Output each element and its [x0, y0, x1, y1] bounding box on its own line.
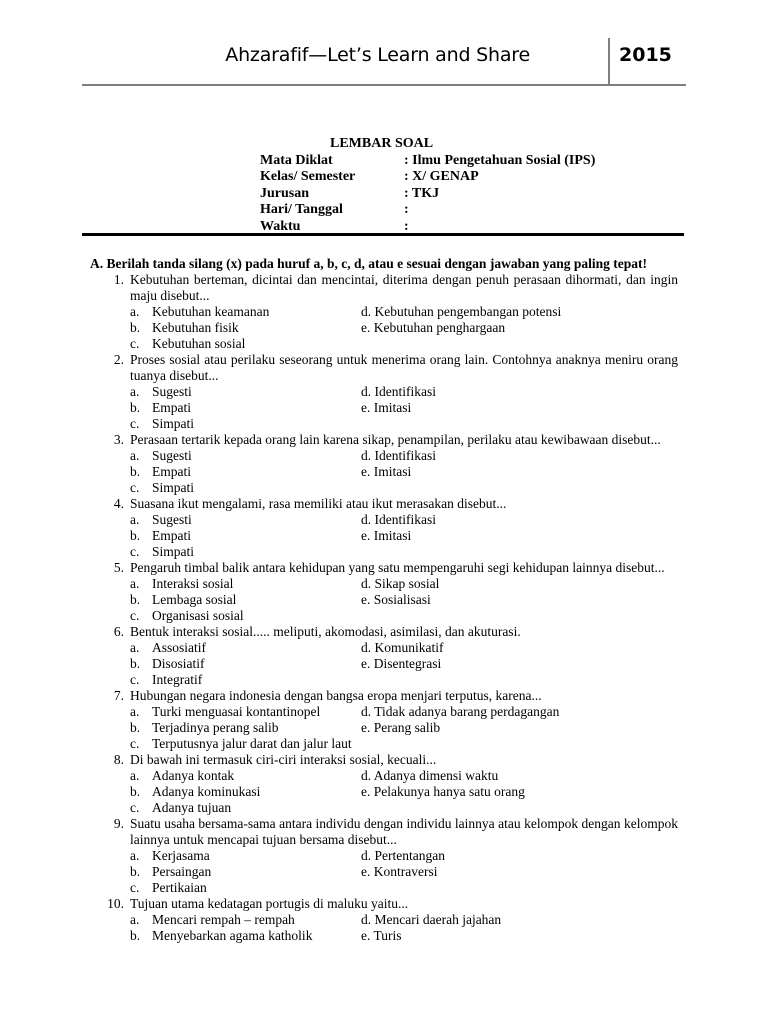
- option-b[interactable]: b. Disosiatif: [130, 656, 205, 671]
- question-item: [0, 688, 768, 752]
- option-row: [0, 656, 768, 672]
- question-text: Kebutuhan berteman, dicintai dan mencintai, diterima dengan penuh perasaan dihormati, dan ingin maju disebut...: [130, 272, 678, 303]
- info-label: Jurusan: [260, 185, 310, 201]
- info-value: : TKJ: [404, 185, 440, 201]
- page-header: [0, 38, 688, 86]
- option-row: [0, 304, 768, 320]
- question-text: Bentuk interaksi sosial..... meliputi, akomodasi, asimilasi, dan akuturasi.: [130, 624, 521, 639]
- option-b[interactable]: b. Empati: [130, 528, 191, 543]
- exam-title: LEMBAR SOAL: [330, 136, 434, 151]
- option-a[interactable]: a. Adanya kontak: [130, 768, 235, 783]
- info-value: : X/ GENAP: [404, 169, 479, 184]
- option-row: [0, 768, 768, 784]
- section-divider: [82, 233, 684, 236]
- option-e[interactable]: e. Pelakunya hanya satu orang: [361, 784, 525, 799]
- question-item: [0, 896, 768, 944]
- question-text: Perasaan tertarik kepada orang lain karena sikap, penampilan, perilaku atau kewibawaan disebut...: [130, 432, 661, 447]
- option-b[interactable]: b. Terjadinya perang salib: [130, 720, 279, 735]
- option-row: [0, 880, 768, 896]
- section-a-instruction: A. Berilah tanda silang (x) pada huruf a, b, c, d, atau e sesuai dengan jawaban yang paling tepat!: [90, 256, 647, 271]
- question-item: [0, 272, 768, 352]
- option-d[interactable]: d. Komunikatif: [361, 640, 444, 655]
- option-d[interactable]: d. Identifikasi: [361, 512, 436, 527]
- info-value: :: [404, 202, 409, 217]
- question-item: [0, 352, 768, 432]
- option-c[interactable]: c. Integratif: [130, 672, 203, 687]
- option-b[interactable]: b. Empati: [130, 464, 191, 479]
- info-value: : Ilmu Pengetahuan Sosial (IPS): [404, 152, 596, 168]
- question-item: [0, 816, 768, 896]
- question-number: 9.: [113, 816, 124, 831]
- option-e[interactable]: e. Sosialisasi: [361, 592, 431, 607]
- option-row: [0, 800, 768, 816]
- option-e[interactable]: e. Imitasi: [361, 464, 412, 479]
- option-row: [0, 480, 768, 496]
- option-row: [0, 720, 768, 736]
- option-c[interactable]: c. Simpati: [130, 544, 195, 559]
- option-e[interactable]: e. Imitasi: [361, 528, 412, 543]
- header-divider-vertical: [608, 38, 610, 86]
- option-row: [0, 336, 768, 352]
- question-text: Suasana ikut mengalami, rasa memiliki atau ikut merasakan disebut...: [130, 496, 507, 511]
- option-b[interactable]: b. Lembaga sosial: [130, 592, 237, 607]
- question-number: 2.: [113, 352, 124, 367]
- info-label: Kelas/ Semester: [260, 169, 356, 184]
- option-c[interactable]: c. Pertikaian: [130, 880, 207, 895]
- option-e[interactable]: e. Kontraversi: [361, 864, 438, 879]
- option-a[interactable]: a. Kebutuhan keamanan: [130, 304, 270, 319]
- option-a[interactable]: a. Assosiatif: [130, 640, 206, 655]
- option-d[interactable]: d. Mencari daerah jajahan: [361, 912, 502, 927]
- header-year: 2015: [619, 44, 672, 66]
- option-a[interactable]: a. Mencari rempah – rempah: [130, 912, 295, 927]
- question-text: Proses sosial atau perilaku seseorang untuk menerima orang lain. Contohnya anaknya meniru orang tuanya disebut...: [130, 352, 678, 383]
- option-row: [0, 416, 768, 432]
- option-a[interactable]: a. Sugesti: [130, 448, 192, 463]
- option-c[interactable]: c. Simpati: [130, 416, 195, 431]
- option-row: [0, 512, 768, 528]
- option-row: [0, 544, 768, 560]
- option-d[interactable]: d. Adanya dimensi waktu: [361, 768, 499, 783]
- question-list: [0, 272, 768, 944]
- option-row: [0, 736, 768, 752]
- option-d[interactable]: d. Pertentangan: [361, 848, 445, 863]
- info-value: :: [404, 218, 409, 234]
- header-title: Ahzarafif—Let’s Learn and Share: [225, 44, 530, 66]
- option-row: [0, 704, 768, 720]
- option-b[interactable]: b. Empati: [130, 400, 191, 415]
- question-text: Pengaruh timbal balik antara kehidupan yang satu mempengaruhi segi kehidupan lainnya disebut...: [130, 560, 665, 575]
- option-d[interactable]: d. Identifikasi: [361, 384, 436, 399]
- option-b[interactable]: b. Persaingan: [130, 864, 212, 879]
- option-b[interactable]: b. Adanya kominukasi: [130, 784, 261, 799]
- option-row: [0, 864, 768, 880]
- question-item: [0, 752, 768, 816]
- option-e[interactable]: e. Kebutuhan penghargaan: [361, 320, 506, 335]
- option-e[interactable]: e. Disentegrasi: [361, 656, 442, 671]
- option-d[interactable]: d. Tidak adanya barang perdagangan: [361, 704, 560, 719]
- option-row: [0, 672, 768, 688]
- option-row: [0, 384, 768, 400]
- question-number: 7.: [113, 688, 124, 703]
- option-d[interactable]: d. Identifikasi: [361, 448, 436, 463]
- question-number: 6.: [113, 624, 124, 639]
- question-item: [0, 624, 768, 688]
- option-a[interactable]: a. Kerjasama: [130, 848, 210, 863]
- option-a[interactable]: a. Sugesti: [130, 384, 192, 399]
- question-item: [0, 432, 768, 496]
- option-row: [0, 592, 768, 608]
- option-a[interactable]: a. Sugesti: [130, 512, 192, 527]
- info-label: Waktu: [260, 218, 301, 234]
- question-number: 4.: [113, 496, 124, 511]
- question-number: 1.: [113, 272, 124, 287]
- question-number: 8.: [113, 752, 124, 767]
- option-e[interactable]: e. Perang salib: [361, 720, 441, 735]
- option-row: [0, 640, 768, 656]
- option-row: [0, 464, 768, 480]
- option-a[interactable]: a. Interaksi sosial: [130, 576, 234, 591]
- option-c[interactable]: c. Adanya tujuan: [130, 800, 232, 815]
- option-b[interactable]: b. Kebutuhan fisik: [130, 320, 239, 335]
- question-number: 10.: [107, 896, 124, 911]
- question-item: [0, 560, 768, 624]
- header-divider-horizontal: [82, 84, 686, 86]
- option-row: [0, 400, 768, 416]
- option-row: [0, 912, 768, 928]
- option-c[interactable]: c. Terputusnya jalur darat dan jalur laut: [130, 736, 352, 751]
- option-e[interactable]: e. Turis: [361, 928, 402, 943]
- question-number: 3.: [113, 432, 124, 447]
- option-d[interactable]: d. Kebutuhan pengembangan potensi: [361, 304, 562, 319]
- option-row: [0, 608, 768, 624]
- option-e[interactable]: e. Imitasi: [361, 400, 412, 415]
- option-row: [0, 576, 768, 592]
- option-row: [0, 448, 768, 464]
- question-item: [0, 496, 768, 560]
- option-row: [0, 528, 768, 544]
- option-row: [0, 848, 768, 864]
- option-c[interactable]: c. Kebutuhan sosial: [130, 336, 246, 351]
- question-text: Suatu usaha bersama-sama antara individu dengan individu lainnya atau kelompok dengan kelompok lainnya untuk mencapai tujuan bersama disebut...: [130, 816, 678, 847]
- option-row: [0, 320, 768, 336]
- question-text: Di bawah ini termasuk ciri-ciri interaksi sosial, kecuali...: [130, 752, 437, 767]
- option-c[interactable]: c. Simpati: [130, 480, 195, 495]
- option-c[interactable]: c. Organisasi sosial: [130, 608, 244, 623]
- question-number: 5.: [113, 560, 124, 575]
- question-text: Hubungan negara indonesia dengan bangsa eropa menjari terputus, karena...: [130, 688, 542, 703]
- info-label: Hari/ Tanggal: [260, 202, 343, 217]
- info-label: Mata Diklat: [260, 152, 333, 168]
- option-row: [0, 928, 768, 944]
- option-row: [0, 784, 768, 800]
- option-b[interactable]: b. Menyebarkan agama katholik: [130, 928, 313, 943]
- question-text: Tujuan utama kedatagan portugis di maluku yaitu...: [130, 896, 409, 911]
- option-a[interactable]: a. Turki menguasai kontantinopel: [130, 704, 321, 719]
- option-d[interactable]: d. Sikap sosial: [361, 576, 440, 591]
